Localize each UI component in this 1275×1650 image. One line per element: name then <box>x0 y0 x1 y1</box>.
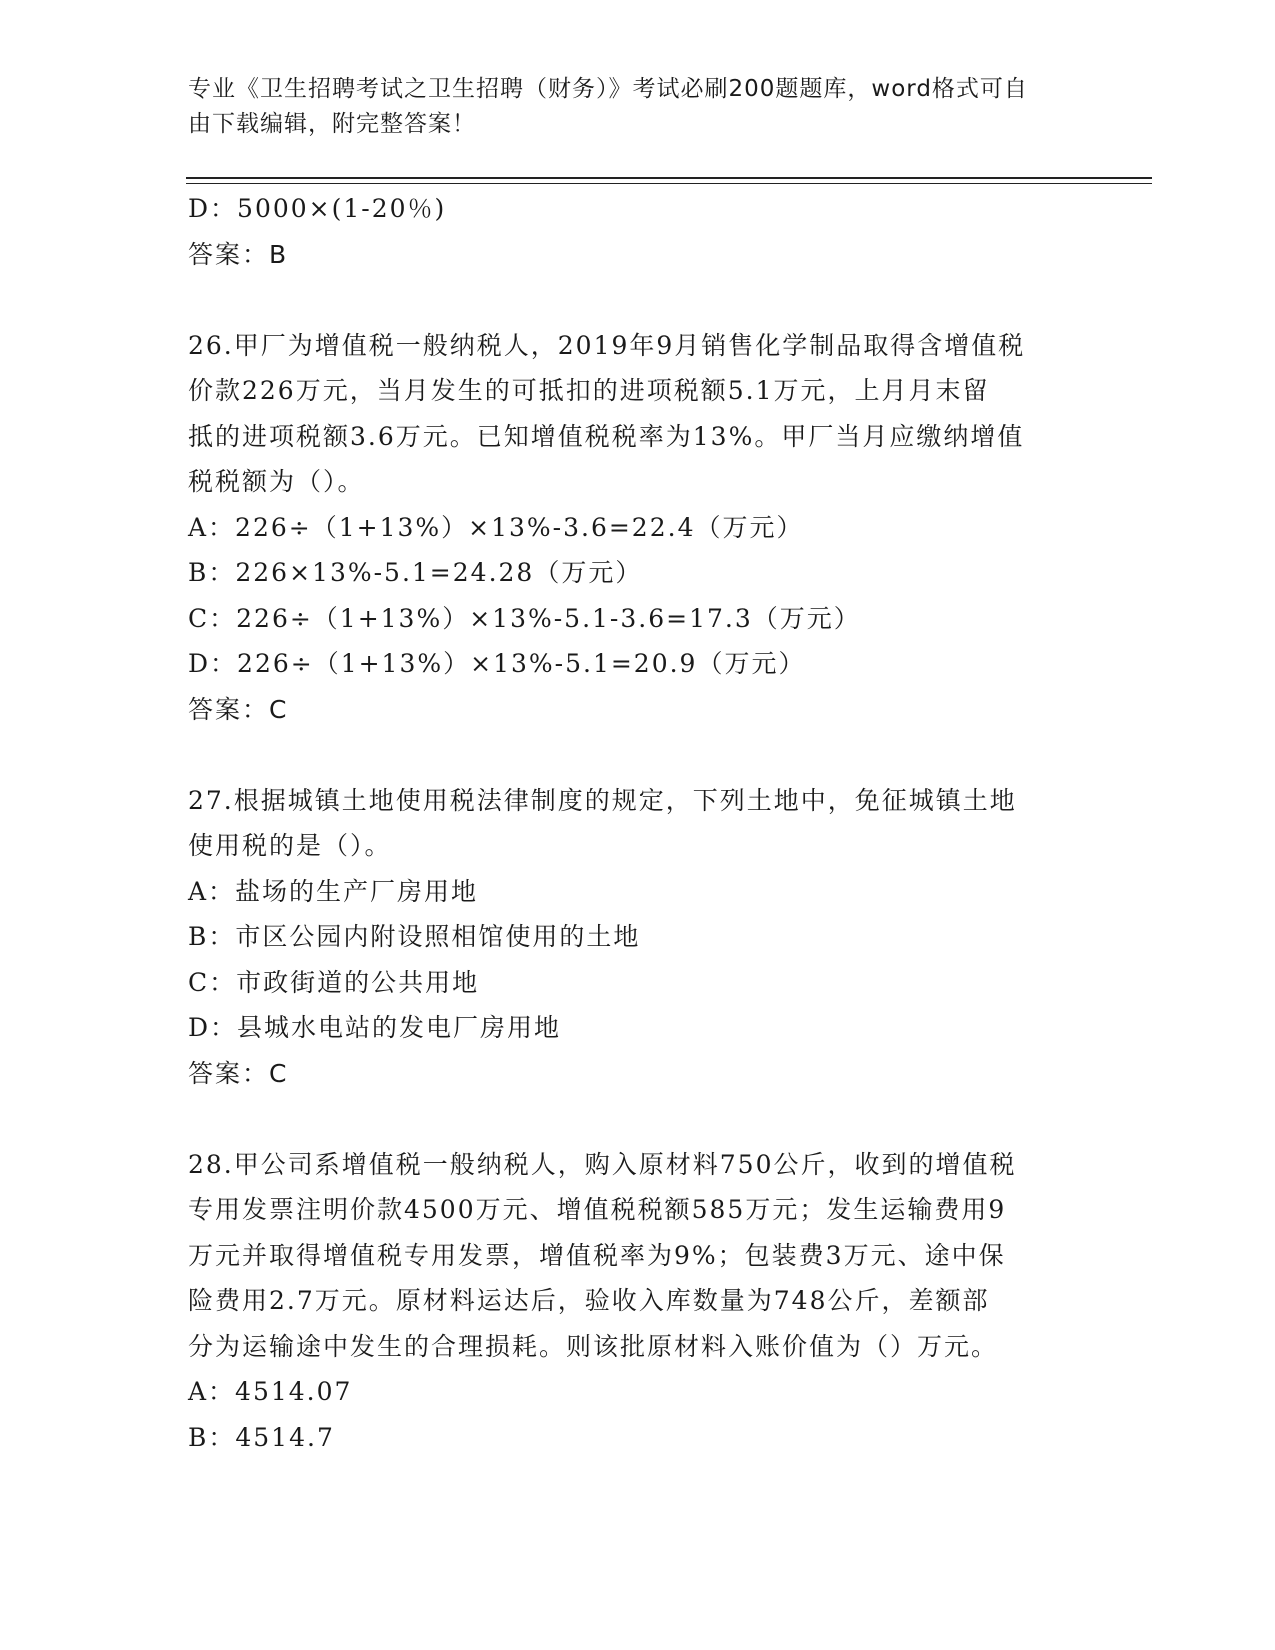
option-a: A：盐场的生产厂房用地 <box>188 876 479 906</box>
spacer <box>188 1096 1088 1142</box>
answer-line: 答案：C <box>188 694 289 724</box>
previous-question-tail <box>188 186 1088 277</box>
option-d: D：5000×(1-20％) <box>188 194 447 223</box>
option-c: C：226÷（1+13%）×13%-5.1-3.6=17.3（万元） <box>188 603 861 633</box>
question-text-line: 税税额为（）。 <box>188 467 365 496</box>
question-text-line: 抵的进项税额3.6万元。已知增值税税率为13%。甲厂当月应缴纳增值 <box>188 421 1025 451</box>
answer-line: 答案：B <box>188 239 289 269</box>
option-b: B：226×13%-5.1=24.28（万元） <box>188 558 643 587</box>
header-line-2: 由下载编辑，附完整答案！ <box>188 111 476 137</box>
question-28 <box>188 1142 1088 1461</box>
question-text-line: 使用税的是（）。 <box>188 831 392 860</box>
spacer <box>188 277 1088 323</box>
question-text-line: 险费用2.7万元。原材料运达后，验收入库数量为748公斤，差额部 <box>188 1286 990 1315</box>
header-rule-thick <box>186 177 1152 179</box>
question-text-line: 26.甲厂为增值税一般纳税人，2019年9月销售化学制品取得含增值税 <box>188 330 1026 360</box>
option-a: A：4514.07 <box>188 1377 353 1406</box>
question-27 <box>188 778 1088 1097</box>
option-d: D：县城水电站的发电厂房用地 <box>188 1013 562 1042</box>
option-d: D：226÷（1+13%）×13%-5.1=20.9（万元） <box>188 649 806 678</box>
option-b: B：4514.7 <box>188 1422 335 1452</box>
option-c: C：市政街道的公共用地 <box>188 967 480 997</box>
option-a: A：226÷（1+13%）×13%-3.6=22.4（万元） <box>188 512 804 542</box>
header-rule-thin <box>186 183 1152 184</box>
question-text-line: 28.甲公司系增值税一般纳税人，购入原材料750公斤，收到的增值税 <box>188 1149 1017 1179</box>
spacer <box>188 732 1088 778</box>
question-text-line: 万元并取得增值税专用发票，增值税率为9%；包装费3万元、途中保 <box>188 1240 1006 1270</box>
question-text-line: 27.根据城镇土地使用税法律制度的规定，下列土地中，免征城镇土地 <box>188 785 1017 815</box>
option-b: B：市区公园内附设照相馆使用的土地 <box>188 922 641 951</box>
answer-line: 答案：C <box>188 1058 289 1088</box>
question-text-line: 价款226万元，当月发生的可抵扣的进项税额5.1万元，上月月末留 <box>188 376 990 405</box>
header-line-1: 专业《卫生招聘考试之卫生招聘（财务）》考试必刷200题题库，word格式可自 <box>188 76 1028 102</box>
question-26 <box>188 323 1088 733</box>
page-header <box>188 72 1068 142</box>
document-body <box>188 186 1088 1460</box>
question-text-line: 分为运输途中发生的合理损耗。则该批原材料入账价值为（）万元。 <box>188 1331 999 1361</box>
question-text-line: 专用发票注明价款4500万元、增值税税额585万元；发生运输费用9 <box>188 1195 1007 1224</box>
